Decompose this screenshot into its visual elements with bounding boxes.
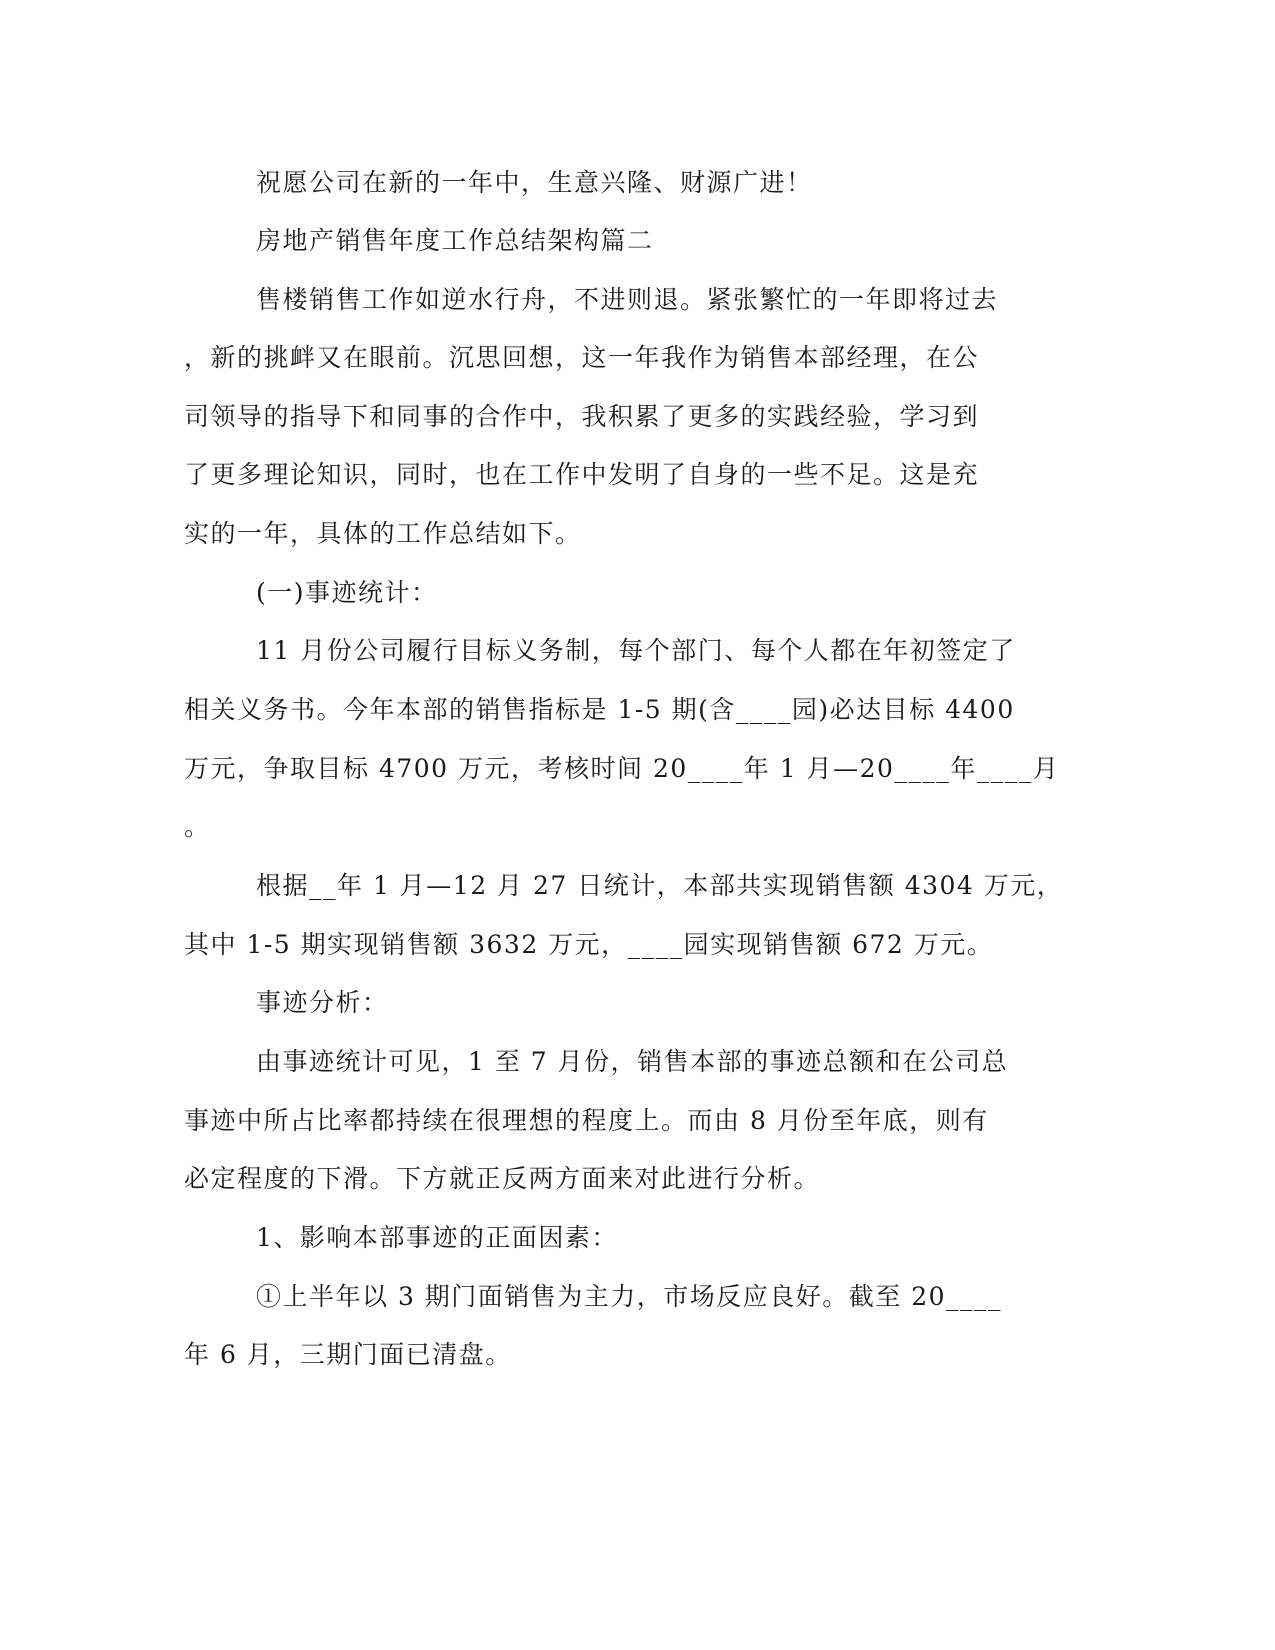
paragraph-line: 必定程度的下滑。下方就正反两方面来对此进行分析。 (184, 1164, 821, 1193)
paragraph-line: 事迹中所占比率都持续在很理想的程度上。而由 8 月份至年底，则有 (184, 1106, 989, 1135)
list-item-line: ①上半年以 3 期门面销售为主力，市场反应良好。截至 20____ (256, 1282, 1003, 1311)
paragraph-line: 售楼销售工作如逆水行舟，不进则退。紧张繁忙的一年即将过去 (256, 285, 999, 314)
section-title: 房地产销售年度工作总结架构篇二 (256, 226, 654, 255)
subsection-heading: 事迹分析： (256, 988, 389, 1017)
paragraph-line: ，新的挑衅又在眼前。沉思回想，这一年我作为销售本部经理，在公 (184, 343, 980, 372)
closing-wish-line: 祝愿公司在新的一年中，生意兴隆、财源广进！ (256, 168, 813, 197)
paragraph-line: 11 月份公司履行目标义务制，每个部门、每个人都在年初签定了 (256, 636, 1016, 665)
paragraph-line: 万元，争取目标 4700 万元，考核时间 20____年 1 月—20____年____月 (184, 754, 1060, 783)
paragraph-line: 其中 1-5 期实现销售额 3632 万元，____园实现销售额 672 万元。 (184, 930, 994, 959)
paragraph-line: 根据__年 1 月—12 月 27 日统计，本部共实现销售额 4304 万元， (256, 871, 1064, 900)
list-item-line: 年 6 月，三期门面已清盘。 (184, 1340, 512, 1369)
paragraph-line: 实的一年，具体的工作总结如下。 (184, 519, 582, 548)
paragraph-line: 由事迹统计可见，1 至 7 月份，销售本部的事迹总额和在公司总 (256, 1047, 1009, 1076)
paragraph-line: 司领导的指导下和同事的合作中，我积累了更多的实践经验，学习到 (184, 402, 980, 431)
subsection-heading: (一)事迹统计： (256, 578, 438, 607)
paragraph-line: 相关义务书。今年本部的销售指标是 1-5 期(含____园)必达目标 4400 (184, 695, 1015, 724)
paragraph-line: 。 (184, 812, 211, 841)
list-heading: 1、影响本部事迹的正面因素： (256, 1223, 618, 1252)
paragraph-line: 了更多理论知识，同时，也在工作中发明了自身的一些不足。这是充 (184, 460, 980, 489)
